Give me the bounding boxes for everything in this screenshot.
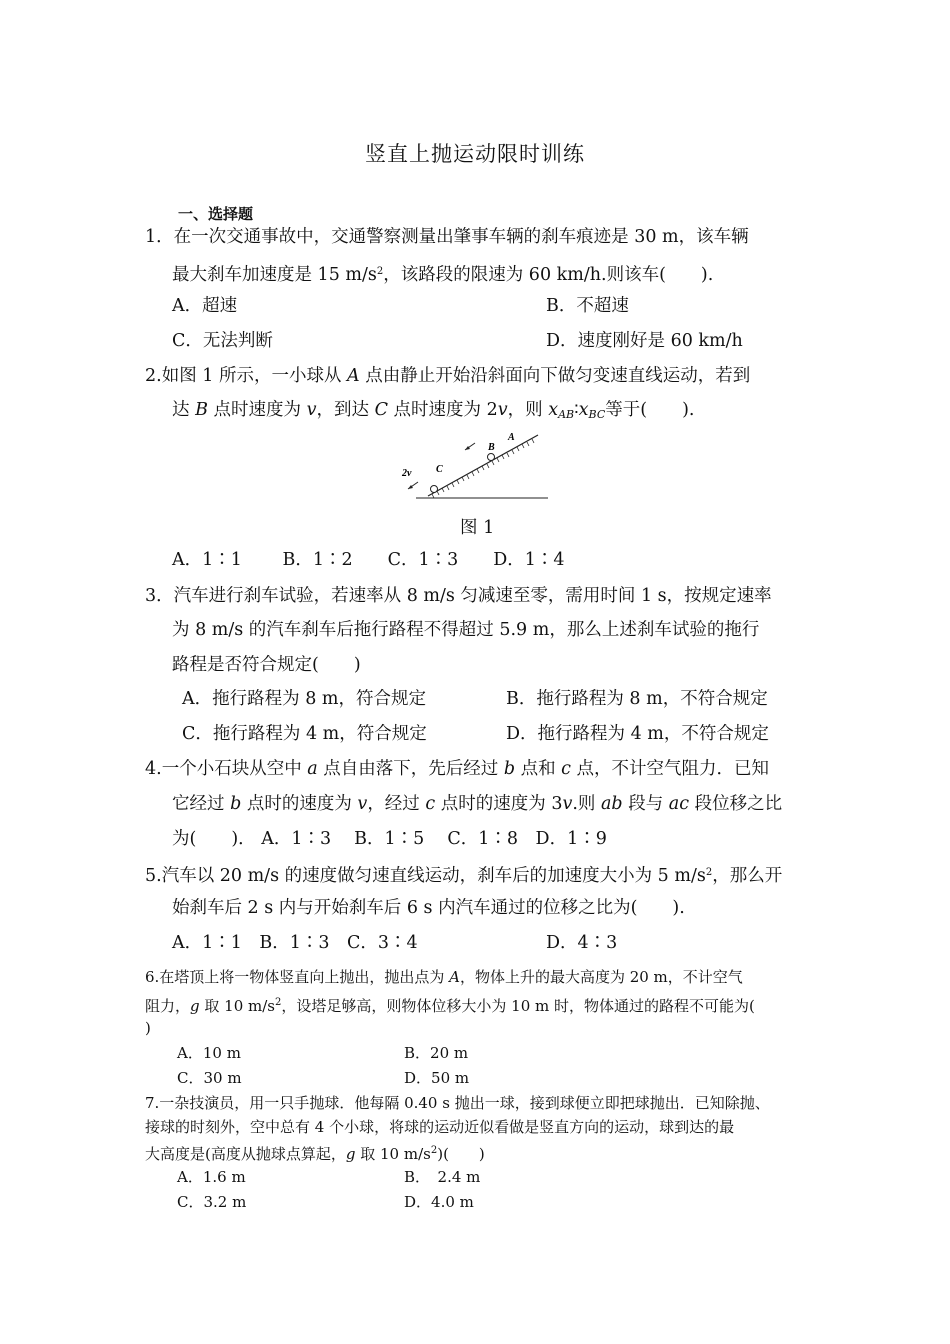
q5-options-abc: A．1∶1 B．1∶3 C．3∶4 (172, 933, 418, 953)
ball-at-c (431, 486, 438, 493)
q2-line2: 达 B 点时速度为 v，到达 C 点时速度为 2v，则 $x_{AB}∶x_{BC}$等于( ). (172, 400, 695, 421)
q5-option-d: D．4∶3 (546, 933, 618, 953)
label-c: C (436, 464, 443, 475)
q1-option-c: C．无法判断 (172, 331, 273, 351)
q3-option-d: D．拖行路程为 4 m，不符合规定 (506, 724, 769, 744)
q5-line2: 始刹车后 2 s 内与开始刹车后 6 s 内汽车通过的位移之比为( ). (172, 898, 685, 918)
q1-line1: 1．在一次交通事故中，交通警察测量出肇事车辆的刹车痕迹是 30 m，该车辆 (145, 227, 749, 247)
q6-option-d: D．50 m (404, 1069, 470, 1087)
q7-option-b: B． 2.4 m (404, 1168, 481, 1186)
q6-option-c: C．30 m (177, 1069, 242, 1087)
q3-line1: 3．汽车进行刹车试验，若速率从 8 m/s 匀减速至零，需用时间 1 s，按规定速率 (145, 586, 772, 606)
q7-option-c: C．3.2 m (177, 1193, 247, 1211)
q7-option-d: D．4.0 m (404, 1193, 474, 1211)
q3-option-a: A．拖行路程为 8 m，符合规定 (182, 689, 426, 709)
page-title: 竖直上抛运动限时训练 (365, 142, 585, 166)
q1-option-d: D．速度刚好是 60 km/h (546, 331, 743, 351)
q4-line2: 它经过 b 点时的速度为 v，经过 c 点时的速度为 3v.则 ab 段与 ac 段位移之比 (172, 794, 783, 814)
q2-line1: 2.如图 1 所示，一小球从 A 点由静止开始沿斜面向下做匀变速直线运动，若到 (145, 366, 751, 386)
section-heading: 一、选择题 (178, 205, 254, 223)
q3-line2: 为 8 m/s 的汽车刹车后拖行路程不得超过 5.9 m，那么上述刹车试验的拖行 (172, 620, 760, 640)
incline-hatching (432, 439, 534, 498)
q3-option-b: B．拖行路程为 8 m，不符合规定 (506, 689, 768, 709)
q1-option-b: B．不超速 (546, 296, 629, 316)
q6-option-a: A．10 m (177, 1044, 241, 1062)
q6-line2: 阻力，g 取 10 $m/s^2$，设塔足够高，则物体位移大小为 10 m 时，物体通过的路程不可能为( (145, 997, 755, 1015)
q6-line3: ) (145, 1019, 151, 1037)
q6-option-b: B．20 m (404, 1044, 469, 1062)
label-2v: 2v (402, 468, 412, 479)
label-b: B (488, 442, 495, 453)
q7-option-a: A．1.6 m (177, 1168, 246, 1186)
q3-option-c: C．拖行路程为 4 m，符合规定 (182, 724, 427, 744)
q5-line1: 5.汽车以 20 m/s 的速度做匀速直线运动，刹车后的加速度大小为 5 $m/s^2$，那么开 (145, 866, 783, 886)
label-a: A (508, 432, 515, 443)
q1-line2: 最大刹车加速度是 15 $m/s^2$，该路段的限速为 60 km/h.则该车( ). (172, 265, 714, 285)
q6-line1: 6.在塔顶上将一物体竖直向上抛出，抛出点为 A，物体上升的最大高度为 20 m，不计空气 (145, 968, 743, 986)
q1-option-a: A．超速 (172, 296, 238, 316)
q7-line1: 7.一杂技演员，用一只手抛球．他每隔 0.40 s 抛出一球，接到球便立即把球抛出．已知除抛、 (145, 1094, 770, 1112)
figure-caption: 图 1 (460, 518, 495, 538)
q7-line2: 接球的时刻外，空中总有 4 个小球，将球的运动近似看做是竖直方向的运动，球到达的最 (145, 1118, 735, 1136)
q4-line3: 为( )． A．1∶3 B．1∶5 C．1∶8 D．1∶9 (172, 829, 607, 849)
ball-at-b (488, 454, 495, 461)
incline-figure (396, 428, 551, 503)
q3-line3: 路程是否符合规定( ) (172, 655, 361, 675)
q4-line1: 4.一个小石块从空中 a 点自由落下，先后经过 b 点和 c 点，不计空气阻力．已知 (145, 759, 770, 779)
q2-options: A．1∶1 B．1∶2 C．1∶3 D．1∶4 (172, 550, 565, 570)
incline-surface (428, 435, 538, 496)
q7-line3: 大高度是(高度从抛球点算起，g 取 10 $m/s^2$)( ) (145, 1145, 485, 1163)
